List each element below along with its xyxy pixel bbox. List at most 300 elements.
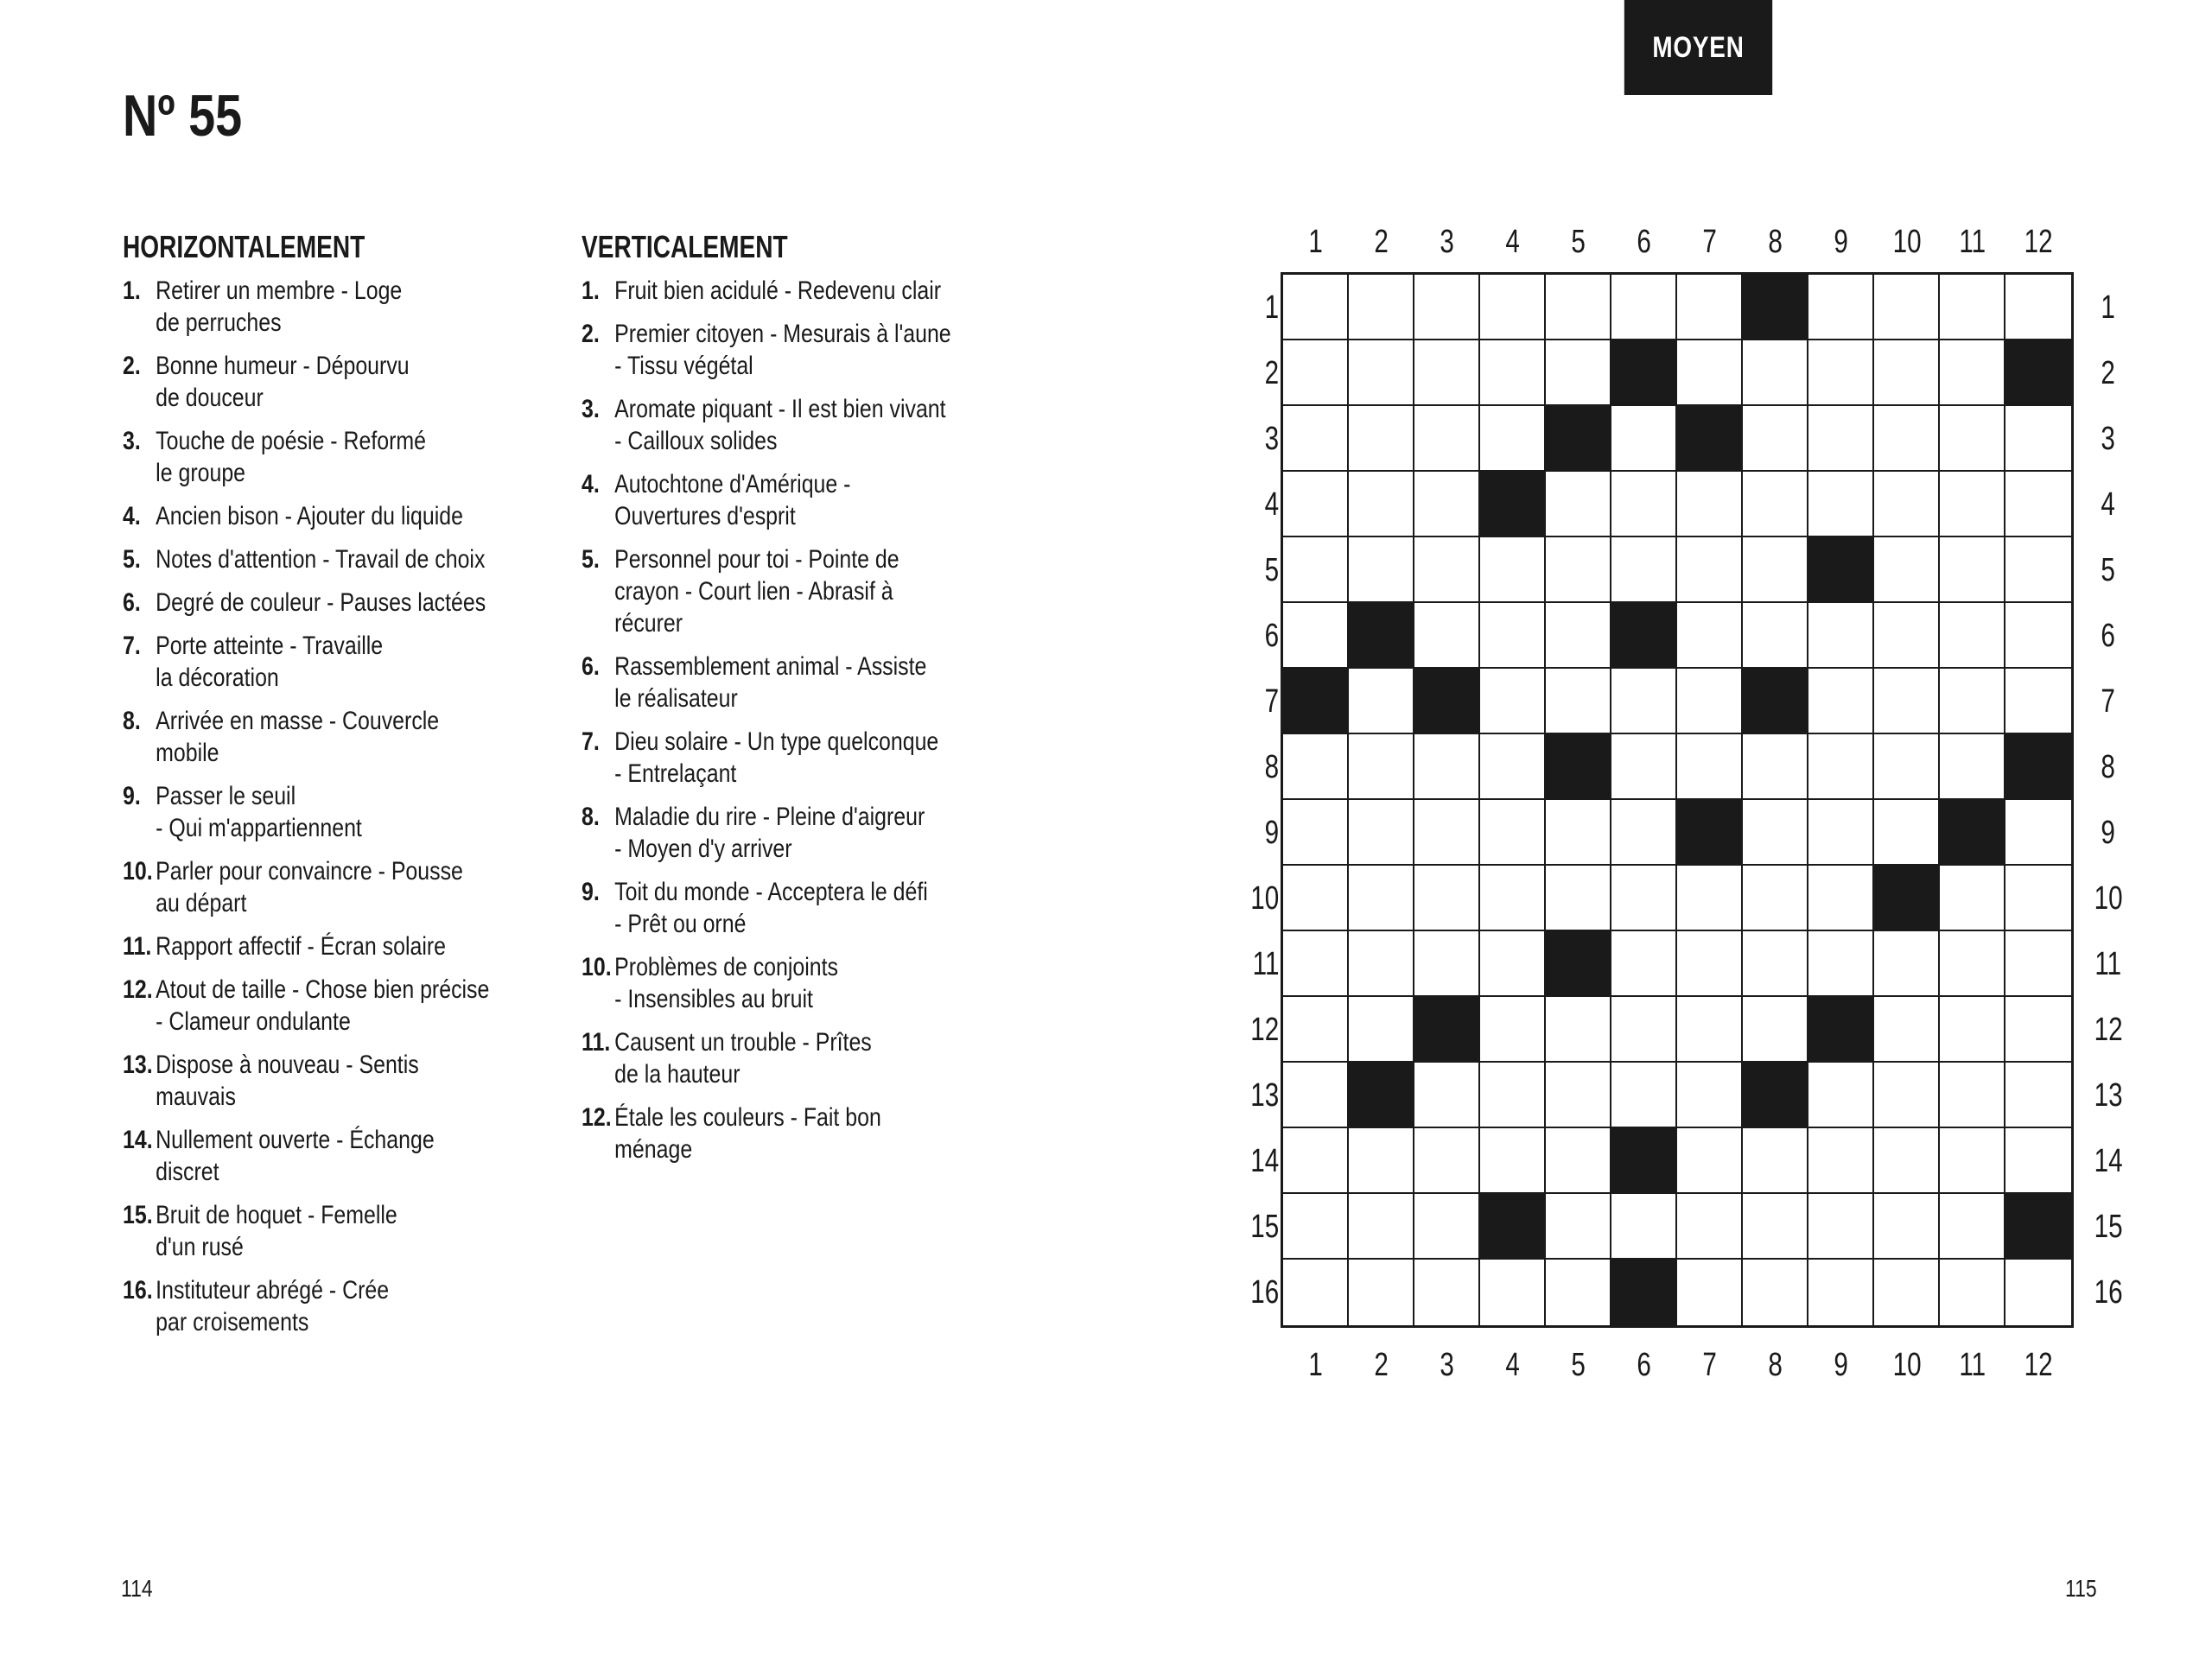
row-number-left [1227, 1128, 1279, 1194]
vertical-clue-2 [582, 318, 983, 382]
answer-cell[interactable] [1677, 1260, 1743, 1325]
answer-cell[interactable] [1414, 1194, 1480, 1260]
answer-cell[interactable] [1283, 472, 1349, 537]
puzzle-title: Nº 55 [123, 83, 243, 149]
answer-cell[interactable] [1940, 1260, 2005, 1325]
column-number-bottom [1808, 1346, 1874, 1384]
answer-cell[interactable] [1283, 340, 1349, 406]
column-number-bottom [1743, 1346, 1808, 1384]
vertical-clue-7 [582, 726, 983, 790]
answer-cell[interactable] [1414, 537, 1480, 603]
answer-cell[interactable] [1874, 340, 1940, 406]
clue-text: Problèmes de conjoints - Insensibles au bruit [614, 953, 839, 1013]
answer-cell[interactable] [1677, 603, 1743, 669]
answer-cell[interactable] [1874, 1128, 1940, 1194]
clue-text: Aromate piquant - Il est bien vivant - Cailloux solides [614, 395, 946, 455]
answer-cell[interactable] [1611, 997, 1677, 1063]
answer-cell[interactable] [1677, 866, 1743, 931]
row-number-right [2082, 275, 2134, 340]
answer-cell[interactable] [1546, 866, 1611, 931]
answer-cell[interactable] [1480, 275, 1546, 340]
clue-text: Arrivée en masse - Couvercle mobile [156, 707, 440, 767]
clue-text: Dieu solaire - Un type quelconque - Entrelaçant [614, 727, 939, 788]
answer-cell[interactable] [1940, 1194, 2005, 1260]
row-number-right [2082, 406, 2134, 472]
clue-text: Maladie du rire - Pleine d'aigreur - Moyen d'y arriver [614, 803, 925, 863]
answer-cell[interactable] [1743, 800, 1808, 866]
answer-cell[interactable] [1414, 734, 1480, 800]
black-cell [1611, 340, 1677, 406]
column-number-text: 6 [1637, 1347, 1652, 1383]
clue-number: 12. [582, 1103, 612, 1132]
column-number-bottom [1874, 1346, 1940, 1384]
answer-cell[interactable] [1677, 931, 1743, 997]
answer-cell[interactable] [1283, 1128, 1349, 1194]
horizontal-clue-4 [123, 500, 524, 532]
clue-number: 14. [123, 1126, 153, 1154]
answer-cell[interactable] [1808, 800, 1874, 866]
clue-number: 2. [123, 352, 141, 380]
answer-cell[interactable] [2005, 669, 2071, 734]
clue-number: 2. [582, 320, 600, 348]
column-number-top [2005, 223, 2071, 261]
row-number-text: 10 [2094, 880, 2123, 917]
answer-cell[interactable] [1874, 734, 1940, 800]
vertical-clues-section [582, 228, 1031, 1177]
answer-cell[interactable] [1349, 931, 1414, 997]
answer-cell[interactable] [1808, 1128, 1874, 1194]
clue-text: Premier citoyen - Mesurais à l'aune - Tissu végétal [614, 320, 951, 380]
clue-number: 7. [123, 632, 141, 660]
column-number-text: 6 [1637, 224, 1652, 260]
answer-cell[interactable] [2005, 1063, 2071, 1128]
answer-cell[interactable] [1611, 406, 1677, 472]
clue-number: 5. [123, 545, 141, 574]
answer-cell[interactable] [1611, 275, 1677, 340]
black-cell [1743, 275, 1808, 340]
answer-cell[interactable] [1874, 800, 1940, 866]
row-number-text: 14 [2094, 1143, 2123, 1179]
answer-cell[interactable] [1349, 340, 1414, 406]
black-cell [1611, 1128, 1677, 1194]
column-number-text: 12 [2024, 224, 2053, 260]
answer-cell[interactable] [1874, 1260, 1940, 1325]
clue-text: Autochtone d'Amérique - Ouvertures d'esprit [614, 470, 851, 530]
answer-cell[interactable] [1743, 1260, 1808, 1325]
answer-cell[interactable] [1546, 1063, 1611, 1128]
row-number-right [2082, 472, 2134, 537]
answer-cell[interactable] [1808, 931, 1874, 997]
answer-cell[interactable] [1874, 997, 1940, 1063]
row-number-text: 7 [2101, 683, 2116, 720]
black-cell [1546, 734, 1611, 800]
row-number-text: 4 [2101, 486, 2116, 523]
answer-cell[interactable] [1743, 537, 1808, 603]
answer-cell[interactable] [1808, 340, 1874, 406]
answer-cell[interactable] [1743, 472, 1808, 537]
answer-cell[interactable] [1546, 1260, 1611, 1325]
row-number-text: 1 [1264, 289, 1279, 326]
horizontal-clue-15 [123, 1199, 524, 1263]
row-number-right [2082, 997, 2134, 1063]
column-number-text: 5 [1571, 224, 1586, 260]
row-number-left [1227, 340, 1279, 406]
answer-cell[interactable] [1874, 472, 1940, 537]
answer-cell[interactable] [1743, 406, 1808, 472]
answer-cell[interactable] [1414, 472, 1480, 537]
answer-cell[interactable] [1283, 1194, 1349, 1260]
answer-cell[interactable] [1349, 406, 1414, 472]
column-number-text: 9 [1834, 224, 1849, 260]
answer-cell[interactable] [1808, 472, 1874, 537]
answer-cell[interactable] [1874, 669, 1940, 734]
answer-cell[interactable] [1940, 1063, 2005, 1128]
answer-cell[interactable] [1480, 1128, 1546, 1194]
answer-cell[interactable] [1546, 275, 1611, 340]
answer-cell[interactable] [1283, 275, 1349, 340]
column-number-text: 8 [1768, 224, 1783, 260]
answer-cell[interactable] [1808, 603, 1874, 669]
answer-cell[interactable] [1283, 734, 1349, 800]
answer-cell[interactable] [1874, 1063, 1940, 1128]
answer-cell[interactable] [1611, 1194, 1677, 1260]
row-number-text: 14 [1250, 1143, 1279, 1179]
row-number-left [1227, 1063, 1279, 1128]
column-number-top [1611, 223, 1677, 261]
answer-cell[interactable] [1677, 275, 1743, 340]
row-number-left [1227, 866, 1279, 931]
answer-cell[interactable] [1611, 669, 1677, 734]
answer-cell[interactable] [1546, 340, 1611, 406]
row-numbers-left [1227, 275, 1279, 1325]
row-number-text: 5 [1264, 552, 1279, 588]
column-number-top [1283, 223, 1349, 261]
answer-cell[interactable] [1940, 734, 2005, 800]
answer-cell[interactable] [1349, 1260, 1414, 1325]
answer-cell[interactable] [1349, 472, 1414, 537]
answer-cell[interactable] [1480, 734, 1546, 800]
answer-cell[interactable] [1611, 1063, 1677, 1128]
black-cell [1414, 997, 1480, 1063]
answer-cell[interactable] [1611, 931, 1677, 997]
row-number-left [1227, 1260, 1279, 1325]
row-number-right [2082, 800, 2134, 866]
answer-cell[interactable] [1743, 1128, 1808, 1194]
answer-cell[interactable] [2005, 997, 2071, 1063]
answer-cell[interactable] [1349, 734, 1414, 800]
answer-cell[interactable] [1546, 997, 1611, 1063]
column-number-top [1874, 223, 1940, 261]
black-cell [1874, 866, 1940, 931]
answer-cell[interactable] [1546, 669, 1611, 734]
answer-cell[interactable] [1480, 340, 1546, 406]
column-number-bottom [1349, 1346, 1414, 1384]
black-cell [2005, 1194, 2071, 1260]
horizontal-clue-16 [123, 1274, 524, 1338]
answer-cell[interactable] [1743, 997, 1808, 1063]
vertical-clue-12 [582, 1101, 983, 1165]
row-number-text: 12 [1250, 1012, 1279, 1048]
answer-cell[interactable] [1546, 1194, 1611, 1260]
answer-cell[interactable] [1677, 734, 1743, 800]
column-number-text: 1 [1308, 224, 1324, 260]
answer-cell[interactable] [1677, 1194, 1743, 1260]
answer-cell[interactable] [1283, 603, 1349, 669]
clue-number: 10. [123, 857, 153, 886]
answer-cell[interactable] [1546, 800, 1611, 866]
answer-cell[interactable] [1414, 866, 1480, 931]
answer-cell[interactable] [1414, 800, 1480, 866]
answer-cell[interactable] [1808, 406, 1874, 472]
answer-cell[interactable] [1874, 406, 1940, 472]
answer-cell[interactable] [1414, 275, 1480, 340]
row-number-text: 2 [1264, 355, 1279, 391]
clue-text: Nullement ouverte - Échange discret [156, 1126, 435, 1186]
answer-cell[interactable] [1874, 275, 1940, 340]
answer-cell[interactable] [1677, 669, 1743, 734]
answer-cell[interactable] [2005, 931, 2071, 997]
row-numbers-right [2082, 275, 2134, 1325]
clue-number: 3. [582, 395, 600, 423]
horizontal-clue-1 [123, 275, 524, 339]
answer-cell[interactable] [1349, 275, 1414, 340]
row-number-right [2082, 669, 2134, 734]
column-number-top [1546, 223, 1611, 261]
answer-cell[interactable] [1349, 537, 1414, 603]
column-numbers-top [1283, 223, 2071, 261]
answer-cell[interactable] [1611, 472, 1677, 537]
answer-cell[interactable] [1283, 866, 1349, 931]
vertical-clue-4 [582, 468, 983, 532]
answer-cell[interactable] [1480, 931, 1546, 997]
answer-cell[interactable] [1414, 1260, 1480, 1325]
row-number-right [2082, 931, 2134, 997]
answer-cell[interactable] [2005, 1128, 2071, 1194]
answer-cell[interactable] [1546, 537, 1611, 603]
answer-cell[interactable] [1677, 472, 1743, 537]
horizontal-clue-8 [123, 705, 524, 769]
answer-cell[interactable] [1808, 1260, 1874, 1325]
black-cell [1546, 406, 1611, 472]
answer-cell[interactable] [1480, 669, 1546, 734]
answer-cell[interactable] [1414, 340, 1480, 406]
answer-cell[interactable] [1808, 1063, 1874, 1128]
answer-cell[interactable] [1940, 275, 2005, 340]
answer-cell[interactable] [1414, 931, 1480, 997]
answer-cell[interactable] [1808, 866, 1874, 931]
answer-cell[interactable] [1677, 1128, 1743, 1194]
answer-cell[interactable] [1743, 1194, 1808, 1260]
answer-cell[interactable] [1349, 997, 1414, 1063]
column-number-text: 5 [1571, 1347, 1586, 1383]
vertical-clue-list [582, 275, 1031, 1165]
answer-cell[interactable] [1480, 800, 1546, 866]
answer-cell[interactable] [2005, 866, 2071, 931]
clue-text: Bruit de hoquet - Femelle d'un rusé [156, 1201, 397, 1261]
answer-cell[interactable] [1940, 997, 2005, 1063]
answer-cell[interactable] [1677, 340, 1743, 406]
clue-number: 13. [123, 1051, 153, 1079]
horizontal-clue-14 [123, 1124, 524, 1188]
answer-cell[interactable] [1546, 472, 1611, 537]
vertical-clue-10 [582, 951, 983, 1015]
clue-text: Instituteur abrégé - Crée par croisements [156, 1276, 390, 1336]
answer-cell[interactable] [1874, 603, 1940, 669]
answer-cell[interactable] [1940, 537, 2005, 603]
answer-cell[interactable] [1414, 1128, 1480, 1194]
answer-cell[interactable] [1808, 734, 1874, 800]
answer-cell[interactable] [1349, 1194, 1414, 1260]
answer-cell[interactable] [1283, 1063, 1349, 1128]
answer-cell[interactable] [1940, 340, 2005, 406]
vertical-clue-6 [582, 651, 983, 714]
answer-cell[interactable] [1546, 1128, 1611, 1194]
column-number-bottom [1677, 1346, 1743, 1384]
clue-text: Degré de couleur - Pauses lactées [156, 588, 486, 617]
column-number-top [1940, 223, 2005, 261]
column-number-top [1808, 223, 1874, 261]
answer-cell[interactable] [1480, 997, 1546, 1063]
answer-cell[interactable] [1808, 1194, 1874, 1260]
row-number-right [2082, 1194, 2134, 1260]
answer-cell[interactable] [1480, 537, 1546, 603]
clue-text: Causent un trouble - Prîtes de la hauteur [614, 1028, 872, 1089]
black-cell [1611, 603, 1677, 669]
answer-cell[interactable] [1480, 866, 1546, 931]
black-cell [1808, 537, 1874, 603]
answer-cell[interactable] [1874, 1194, 1940, 1260]
black-cell [1611, 1260, 1677, 1325]
answer-cell[interactable] [1940, 406, 2005, 472]
black-cell [2005, 734, 2071, 800]
answer-cell[interactable] [1611, 537, 1677, 603]
answer-cell[interactable] [1283, 800, 1349, 866]
black-cell [1677, 800, 1743, 866]
clue-number: 9. [123, 782, 141, 810]
clue-text: Ancien bison - Ajouter du liquide [156, 502, 463, 530]
answer-cell[interactable] [1874, 931, 1940, 997]
answer-cell[interactable] [1414, 603, 1480, 669]
column-number-bottom [1414, 1346, 1480, 1384]
answer-cell[interactable] [1677, 997, 1743, 1063]
answer-cell[interactable] [2005, 406, 2071, 472]
answer-cell[interactable] [1349, 669, 1414, 734]
answer-cell[interactable] [2005, 1260, 2071, 1325]
answer-cell[interactable] [1480, 406, 1546, 472]
row-number-right [2082, 603, 2134, 669]
answer-cell[interactable] [1677, 537, 1743, 603]
answer-cell[interactable] [1940, 472, 2005, 537]
row-number-text: 2 [2101, 355, 2116, 391]
answer-cell[interactable] [1743, 603, 1808, 669]
answer-cell[interactable] [2005, 603, 2071, 669]
clue-number: 8. [582, 803, 600, 831]
answer-cell[interactable] [1283, 406, 1349, 472]
answer-cell[interactable] [1546, 603, 1611, 669]
answer-cell[interactable] [1349, 1128, 1414, 1194]
answer-cell[interactable] [1874, 537, 1940, 603]
answer-cell[interactable] [1283, 931, 1349, 997]
clue-number: 4. [582, 470, 600, 498]
answer-cell[interactable] [1743, 866, 1808, 931]
horizontal-clue-2 [123, 350, 524, 414]
answer-cell[interactable] [1743, 340, 1808, 406]
column-number-text: 3 [1440, 224, 1455, 260]
answer-cell[interactable] [1480, 603, 1546, 669]
horizontal-clues-heading: HORIZONTALEMENT [123, 229, 365, 264]
answer-cell[interactable] [1808, 275, 1874, 340]
answer-cell[interactable] [1480, 1063, 1546, 1128]
answer-cell[interactable] [2005, 537, 2071, 603]
clue-text: Bonne humeur - Dépourvu de douceur [156, 352, 410, 412]
answer-cell[interactable] [1611, 734, 1677, 800]
answer-cell[interactable] [2005, 275, 2071, 340]
column-number-text: 1 [1308, 1347, 1324, 1383]
clue-number: 1. [582, 276, 600, 305]
column-number-text: 7 [1702, 1347, 1718, 1383]
black-cell [1808, 997, 1874, 1063]
row-number-text: 11 [1252, 946, 1279, 982]
horizontal-clue-9 [123, 780, 524, 844]
answer-cell[interactable] [1414, 1063, 1480, 1128]
answer-cell[interactable] [1414, 406, 1480, 472]
clue-text: Étale les couleurs - Fait bon ménage [614, 1103, 881, 1164]
clue-text: Dispose à nouveau - Sentis mauvais [156, 1051, 419, 1111]
answer-cell[interactable] [1611, 866, 1677, 931]
answer-cell[interactable] [1611, 800, 1677, 866]
answer-cell[interactable] [2005, 800, 2071, 866]
vertical-clue-11 [582, 1026, 983, 1090]
answer-cell[interactable] [2005, 472, 2071, 537]
row-number-right [2082, 1063, 2134, 1128]
answer-cell[interactable] [1283, 537, 1349, 603]
row-number-right [2082, 734, 2134, 800]
clue-text: Passer le seuil - Qui m'appartiennent [156, 782, 362, 842]
black-cell [1677, 406, 1743, 472]
black-cell [1414, 669, 1480, 734]
clue-text: Personnel pour toi - Pointe de crayon - Court lien - Abrasif à récurer [614, 545, 899, 638]
answer-cell[interactable] [1743, 734, 1808, 800]
row-number-text: 13 [1250, 1077, 1279, 1114]
answer-cell[interactable] [1677, 1063, 1743, 1128]
answer-cell[interactable] [1940, 1128, 2005, 1194]
answer-cell[interactable] [1940, 669, 2005, 734]
answer-cell[interactable] [1349, 800, 1414, 866]
clue-text: Atout de taille - Chose bien précise - Clameur ondulante [156, 975, 490, 1036]
answer-cell[interactable] [1940, 603, 2005, 669]
column-number-bottom [1940, 1346, 2005, 1384]
answer-cell[interactable] [1480, 1260, 1546, 1325]
horizontal-clue-5 [123, 543, 524, 575]
row-number-text: 4 [1264, 486, 1279, 523]
clue-number: 12. [123, 975, 153, 1004]
row-number-text: 15 [2094, 1209, 2123, 1245]
clue-number: 1. [123, 276, 141, 305]
row-number-text: 6 [1264, 618, 1279, 654]
answer-cell[interactable] [1940, 931, 2005, 997]
horizontal-clue-3 [123, 425, 524, 489]
row-number-text: 3 [2101, 421, 2116, 457]
column-number-top [1414, 223, 1480, 261]
answer-cell[interactable] [1743, 931, 1808, 997]
answer-cell[interactable] [1283, 997, 1349, 1063]
answer-cell[interactable] [1349, 866, 1414, 931]
row-number-text: 5 [2101, 552, 2116, 588]
vertical-clue-3 [582, 393, 983, 457]
answer-cell[interactable] [1283, 1260, 1349, 1325]
answer-cell[interactable] [1940, 866, 2005, 931]
answer-cell[interactable] [1808, 669, 1874, 734]
